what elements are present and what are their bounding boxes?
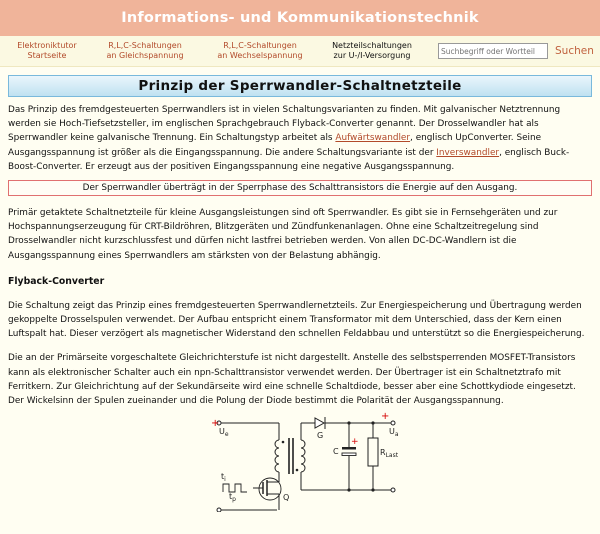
nav-item-gleichspannung[interactable]	[90, 41, 200, 61]
rload-label: $R_{Last}$	[380, 448, 399, 460]
search-input[interactable]	[438, 43, 548, 59]
usage-paragraph: Primär getaktete Schaltnetzteile für kleine Ausgangsleistungen sind oft Sperrwandler. Es gibt sie in Fernsehgeräten und zur Hochspannungserzeugung für CRT-Bildröhren, Blitzgeräten und Zündfunkenanlagen. Ohne eine Schaltzeitregelung sind Drosselwandler nicht kurzschlussfest und dürfen nicht lastfrei betrieben werden. Von allen DC-DC-Wandlern ist die Ausgangsspannung eines Sperrwandlers am stärksten von der Belastung abhängig.	[8, 208, 558, 261]
intro-text-2: , englisch UpConverter. Seine Ausgangsspannung ist größer als die Eingangsspannung. Die andere Schaltungsvariante ist der	[8, 133, 542, 158]
search-button[interactable]: Suchen	[555, 45, 594, 57]
ua-label: $U_a$	[389, 427, 399, 439]
main-content	[0, 103, 600, 512]
capacitor-plus-label: +	[351, 437, 359, 448]
nav-item-wechselspannung[interactable]	[200, 41, 320, 61]
top-nav	[0, 36, 600, 67]
nav-item-line1: R,L,C-Schaltungen	[223, 41, 297, 50]
circuit-paragraph: Die an der Primärseite vorgeschaltete Gleichrichterstufe ist nicht dargestellt. Anstelle des selbstsperrenden MOSFET-Transistors kann als elektronischer Schalter auch ein npn-Schalttransistor verwendet werden. Der Übertrager ist ein Schaltnetztrafo mit Ferritkern. Zur Gleichrichtung auf der Sekundärseite wird eine schnelle Schaltdiode, besser aber eine Schottkydiode eingesetzt. Der Wickelsinn der Spulen zueinander und die Polung der Diode bestimmt die Polarität der Ausgangsspannung.	[8, 353, 576, 407]
key-statement-box: Der Sperrwandler überträgt in der Sperrphase des Schalttransistors die Energie auf den Ausgang.	[8, 180, 592, 196]
capacitor-label: C	[333, 447, 339, 457]
tp-label: $t_p$	[229, 492, 236, 504]
flyback-circuit-diagram	[201, 412, 416, 512]
section-heading: Flyback-Converter	[8, 275, 105, 287]
search-box	[438, 43, 594, 59]
nav-item-line2: Startseite	[27, 51, 67, 60]
nav-item-line1: Elektroniktutor	[17, 41, 77, 50]
ti-label: $t_i$	[221, 472, 226, 484]
transistor-label: Q	[283, 493, 290, 503]
ue-label: $U_e$	[219, 427, 229, 439]
output-plus-label: +	[381, 412, 390, 423]
flyback-paragraph: Die Schaltung zeigt das Prinzip eines fremdgesteuerten Sperrwandlernetzteils. Zur Energiespeicherung und Übertragung werden gekoppelte Drosselspulen verwendet. Der Aufbau entspricht einem Transformator mit dem Unterschied, dass der Kern einen Luftspalt hat. Dieser verzögert als magnetischer Widerstand den schnellen Feldabbau und unterstützt so die Energiespeicherung.	[8, 300, 585, 340]
nav-item-line2: an Gleichspannung	[106, 51, 184, 60]
nav-item-line2: an Wechselspannung	[217, 51, 303, 60]
nav-item-line2: zur U-/I-Versorgung	[333, 51, 411, 60]
site-title: Informations- und Kommunikationstechnik	[121, 10, 479, 26]
diode-label: G	[317, 431, 324, 441]
nav-item-line1: Netzteilschaltungen	[332, 41, 412, 50]
nav-item-startseite[interactable]	[4, 41, 90, 61]
nav-item-netzteilschaltungen[interactable]	[320, 41, 424, 61]
intro-paragraph	[8, 103, 592, 174]
page-title: Prinzip der Sperrwandler-Schaltnetzteile	[8, 75, 592, 97]
link-inverswandler[interactable]: Inverswandler	[436, 147, 500, 158]
intro-text-3: , englisch Buck-Boost-Converter. Er erzeugt aus der positiven Eingangsspannung eine negative Ausgangsspannung.	[8, 147, 570, 172]
link-aufwaertswandler[interactable]: Aufwärtswandler	[335, 133, 411, 144]
input-plus-label: +	[211, 418, 220, 430]
intro-text-1: Das Prinzip des fremdgesteuerten Sperrwandlers ist in vielen Schaltungsvarianten zu finden. Mit galvanischer Netztrennung werden sie Hoch-Tiefsetzsteller, im englischen Sprachgebrauch Flyback-Converter genannt. Der Drosselwandler hat als Sperrwandler keine galvanische Trennung. Ein Schaltungstyp arbeitet als	[8, 105, 561, 144]
site-banner	[0, 0, 600, 36]
nav-item-line1: R,L,C-Schaltungen	[108, 41, 182, 50]
